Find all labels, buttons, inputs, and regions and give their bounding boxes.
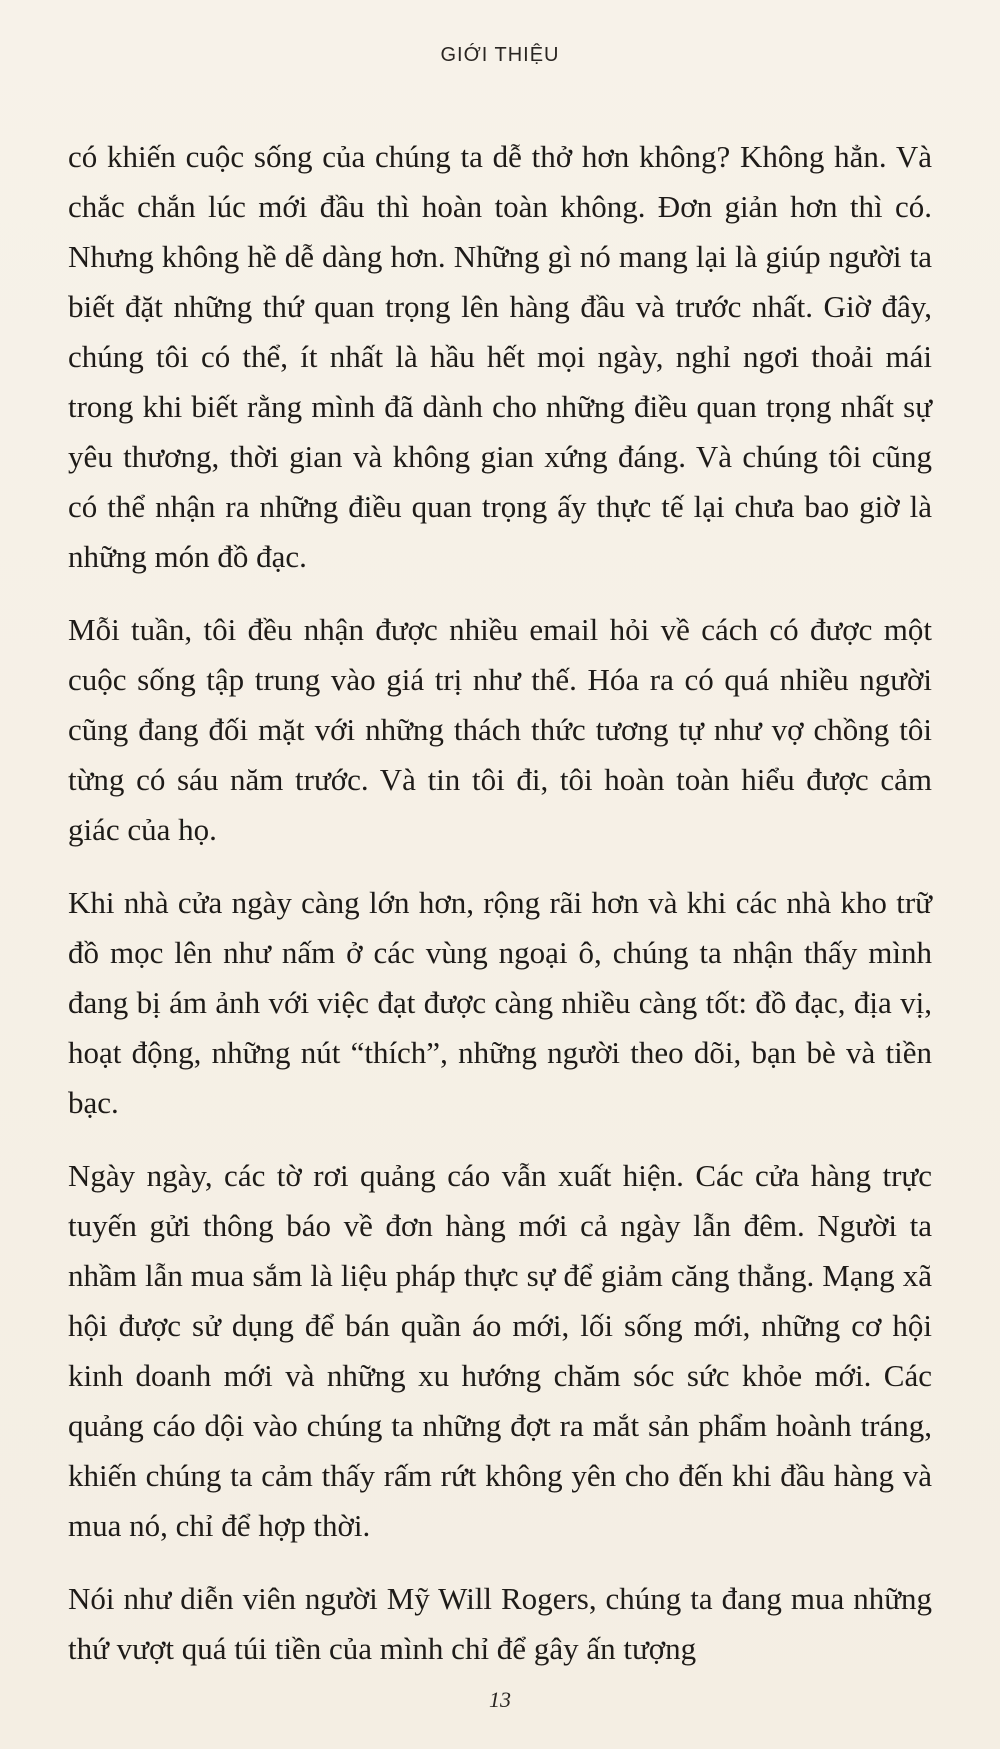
- running-header: GIỚI THIỆU: [440, 44, 560, 66]
- paragraph-4: Ngày ngày, các tờ rơi quảng cáo vẫn xuất hiện. Các cửa hàng trực tuyến gửi thông báo về đơn hàng mới cả ngày lẫn đêm. Người ta nhầm lẫn mua sắm là liệu pháp thực sự để giảm căng thẳng. Mạng xã hội được sử dụng để bán quần áo mới, lối sống mới, những cơ hội kinh doanh mới và những xu hướng chăm sóc sức khỏe mới. Các quảng cáo dội vào chúng ta những đợt ra mắt sản phẩm hoành tráng, khiến chúng ta cảm thấy rấm rứt không yên cho đến khi đầu hàng và mua nó, chỉ để hợp thời.: [68, 1158, 932, 1543]
- paragraph-1: có khiến cuộc sống của chúng ta dễ thở hơn không? Không hẳn. Và chắc chắn lúc mới đầu thì hoàn toàn không. Đơn giản hơn thì có. Nhưng không hề dễ dàng hơn. Những gì nó mang lại là giúp người ta biết đặt những thứ quan trọng lên hàng đầu và trước nhất. Giờ đây, chúng tôi có thể, ít nhất là hầu hết mọi ngày, nghỉ ngơi thoải mái trong khi biết rằng mình đã dành cho những điều quan trọng nhất sự yêu thương, thời gian và không gian xứng đáng. Và chúng tôi cũng có thể nhận ra những điều quan trọng ấy thực tế lại chưa bao giờ là những món đồ đạc.: [68, 139, 932, 574]
- page-body: [68, 132, 932, 1697]
- paragraph-3: Khi nhà cửa ngày càng lớn hơn, rộng rãi hơn và khi các nhà kho trữ đồ mọc lên như nấm ở các vùng ngoại ô, chúng ta nhận thấy mình đang bị ám ảnh với việc đạt được càng nhiều càng tốt: đồ đạc, địa vị, hoạt động, những nút “thích”, những người theo dõi, bạn bè và tiền bạc.: [68, 885, 932, 1120]
- page-number: 13: [489, 1687, 511, 1712]
- paragraph-2: Mỗi tuần, tôi đều nhận được nhiều email hỏi về cách có được một cuộc sống tập trung vào giá trị như thế. Hóa ra có quá nhiều người cũng đang đối mặt với những thách thức tương tự như vợ chồng tôi từng có sáu năm trước. Và tin tôi đi, tôi hoàn toàn hiểu được cảm giác của họ.: [68, 612, 932, 847]
- paragraph-5: Nói như diễn viên người Mỹ Will Rogers, chúng ta đang mua những thứ vượt quá túi tiền của mình chỉ để gây ấn tượng: [68, 1581, 932, 1666]
